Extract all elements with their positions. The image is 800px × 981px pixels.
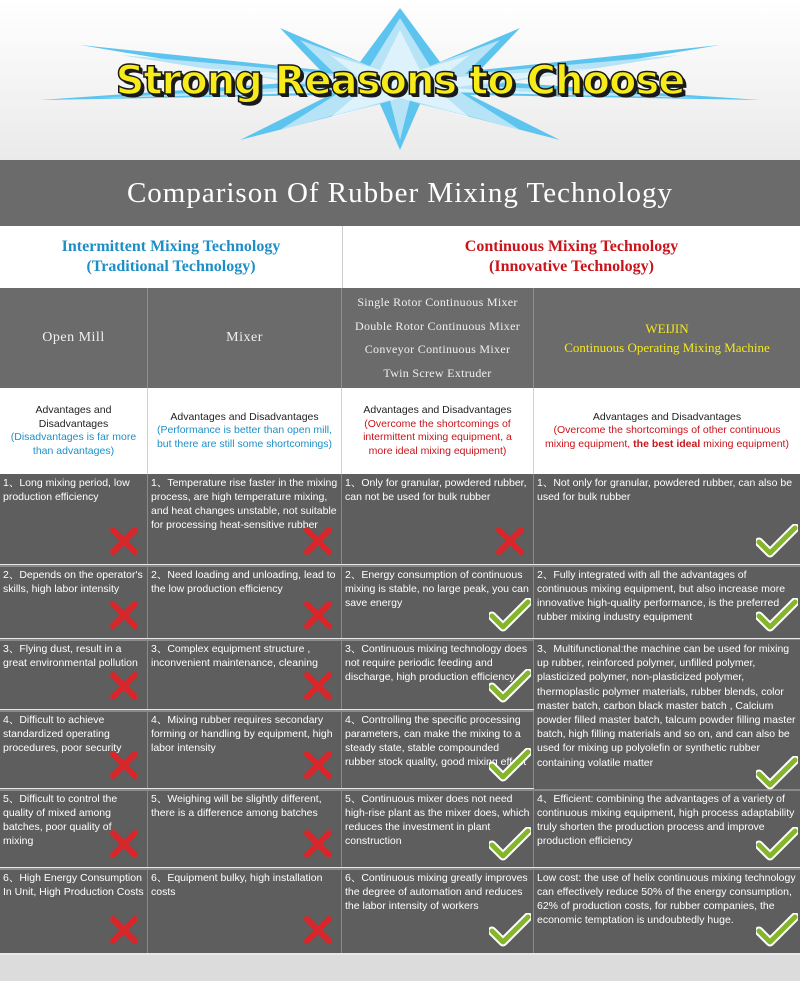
- bottom-bar: [0, 955, 800, 981]
- checkmark-icon: [489, 913, 531, 947]
- adv-continuous: [342, 388, 534, 474]
- adv-note-highlight: the best ideal: [633, 437, 701, 450]
- adv-note: more ideal mixing equipment): [368, 444, 507, 457]
- continuous-technology-subtitle: (Innovative Technology): [489, 258, 654, 275]
- adv-title: Advantages and Disadvantages: [170, 410, 319, 423]
- cross-icon: [109, 915, 139, 945]
- table-cell: [342, 640, 534, 709]
- cell-text: 6、High Energy Consumption In Unit, High Production Costs: [3, 872, 144, 898]
- adv-note: (Overcome the shortcomings of other continuous: [553, 424, 781, 437]
- cross-mark: [109, 750, 139, 784]
- table-cell: [0, 566, 148, 638]
- weijin-multifunctional-cell: 3、Multifunctional:the machine can be used for mixing up rubber, reinforced polymer, unfilled polymer, plasticized polymer, non-plasticized polymer, thermoplastic polymer materials, rubber blends, color master batch, carbon black master batch , Calcium powder filled master batch, talcum powder filling master batch, high filling materials and so on, and can also be used for mixing up polyolefin or synthetic rubber containing volatile matter: [537, 643, 796, 769]
- cell-text: 3、Complex equipment structure , inconvenient maintenance, cleaning: [151, 643, 318, 669]
- type-weijin: [534, 288, 800, 388]
- cell-text: 1、Only for granular, powdered rubber, can not be used for bulk rubber: [345, 477, 527, 503]
- checkmark-icon: [489, 827, 531, 861]
- intermittent-technology-title: Intermittent Mixing Technology: [61, 238, 281, 255]
- table-cell: [148, 566, 342, 638]
- banner-title: Strong Reasons to Choose: [115, 58, 685, 104]
- weijin-brand: WEIJIN: [645, 321, 689, 336]
- banner: [0, 0, 800, 160]
- cross-icon: [303, 915, 333, 945]
- type-continuous-mixers: [342, 288, 534, 388]
- cell-text: 1、Not only for granular, powdered rubber, can also be used for bulk rubber: [537, 477, 793, 503]
- table-cell: [342, 790, 534, 867]
- cross-mark: [303, 750, 333, 784]
- cell-text: 1、Long mixing period, low production efficiency: [3, 477, 130, 503]
- adv-note: but there are still some shortcomings): [156, 437, 333, 450]
- cross-icon: [303, 750, 333, 780]
- row-divider: [0, 868, 800, 870]
- advantages-header-row: [0, 388, 800, 474]
- cell-text: 5、Weighing will be slightly different, there is a difference among batches: [151, 793, 322, 819]
- cross-mark: [303, 915, 333, 949]
- check-mark: [756, 827, 798, 865]
- intermittent-technology-subtitle: (Traditional Technology): [86, 258, 256, 275]
- table-cell: [342, 474, 534, 564]
- adv-note: (Disadvantages is far more: [10, 431, 137, 443]
- table-cell: [0, 869, 148, 953]
- check-mark: [489, 748, 531, 786]
- table-cell: [342, 869, 534, 953]
- cell-text: 3、Continuous mixing technology does not require periodic feeding and discharge, high production efficiency: [345, 643, 528, 683]
- checkmark-icon: [489, 748, 531, 782]
- table-cell: [0, 790, 148, 867]
- check-mark: [756, 524, 798, 562]
- adv-mixer: [148, 388, 342, 474]
- cross-mark: [109, 600, 139, 634]
- adv-title: Advantages and Disadvantages: [592, 410, 742, 423]
- checkmark-icon: [756, 913, 798, 947]
- table-row: [0, 474, 800, 564]
- cross-mark: [109, 526, 139, 560]
- adv-weijin: [534, 388, 800, 474]
- table-cell: [534, 790, 800, 867]
- table-cell: [148, 640, 342, 709]
- intermittent-technology-header: [0, 226, 342, 288]
- cell-text: Low cost: the use of helix continuous mixing technology can effectively reduce 50% of the energy consumption, 62% of production costs, for rubber companies, the economic temptation is undoubtedly huge.: [537, 872, 796, 926]
- table-cell: [534, 474, 800, 564]
- checkmark-icon: [756, 756, 798, 790]
- cross-icon: [495, 526, 525, 556]
- check-mark: [489, 913, 531, 951]
- cell-text: 4、Difficult to achieve standardized operating procedures, poor security: [3, 714, 122, 754]
- cell-text: 4、Efficient: combining the advantages of a variety of continuous mixing equipment, high process adaptability truly shorten the production process and improve production efficiency: [537, 793, 795, 847]
- cross-mark: [303, 600, 333, 634]
- cross-icon: [303, 829, 333, 859]
- table-cell: [148, 711, 342, 788]
- adv-title: Advantages and Disadvantages: [363, 404, 512, 416]
- equipment-type-row: [0, 288, 800, 388]
- cross-icon: [303, 671, 333, 701]
- table-row: [0, 566, 800, 638]
- table-row: [0, 790, 800, 867]
- cross-icon: [303, 526, 333, 556]
- cell-text: 6、Continuous mixing greatly improves the degree of automation and reduces the labor intensity of workers: [345, 872, 528, 912]
- cross-mark: [303, 671, 333, 705]
- checkmark-icon: [756, 827, 798, 861]
- cross-icon: [109, 600, 139, 630]
- type-twin-screw: Twin Screw Extruder: [383, 365, 492, 380]
- cross-mark: [303, 829, 333, 863]
- check-mark: [756, 913, 798, 951]
- adv-note-part: mixing equipment,: [545, 437, 634, 450]
- cross-mark: [109, 829, 139, 863]
- type-open-mill: Open Mill: [0, 288, 148, 388]
- cell-text: 4、Controlling the specific processing parameters, can make the mixing to a steady state, stable compounded rubber stock quality, good mixing effect: [345, 714, 527, 768]
- cross-mark: [109, 915, 139, 949]
- cell-text: 5、Continuous mixer does not need high-rise plant as the mixer does, which reduces the investment in plant construction: [345, 793, 530, 847]
- table-cell: [342, 566, 534, 638]
- table-cell: [148, 474, 342, 564]
- cross-mark: [303, 526, 333, 560]
- check-mark: [756, 598, 798, 636]
- table-row: [0, 869, 800, 953]
- adv-note: intermittent mixing equipment, a: [363, 431, 512, 443]
- adv-title: Advantages and: [35, 404, 112, 416]
- checkmark-icon: [756, 524, 798, 558]
- check-mark: [489, 598, 531, 636]
- continuous-technology-title: Continuous Mixing Technology: [464, 238, 679, 255]
- cell-text: 2、Depends on the operator's skills, high labor intensity: [3, 569, 143, 595]
- adv-open-mill: [0, 388, 148, 474]
- table-cell: [148, 869, 342, 953]
- cross-icon: [109, 750, 139, 780]
- adv-note: (Overcome the shortcomings of: [364, 417, 511, 430]
- checkmark-icon: [756, 598, 798, 632]
- row-divider: [0, 565, 800, 567]
- type-conveyor: Conveyor Continuous Mixer: [364, 342, 511, 356]
- cell-text: 6、Equipment bulky, high installation costs: [151, 872, 323, 898]
- table-cell: [534, 869, 800, 953]
- table-cell: [534, 566, 800, 638]
- cell-text: 2、Fully integrated with all the advantages of continuous mixing equipment, but also increase more innovative high-quality performance, is the preferred rubber mixing industry equipment: [537, 569, 786, 623]
- check-mark: [489, 827, 531, 865]
- cross-mark: [495, 526, 525, 560]
- cell-text: 3、Flying dust, result in a great environmental pollution: [3, 643, 138, 669]
- adv-note: [545, 438, 789, 452]
- type-double-rotor: Double Rotor Continuous Mixer: [354, 318, 521, 333]
- cell-text: 1、Temperature rise faster in the mixing process, are high temperature mixing, and heat changes unstable, not suitable for processing heat-sensitive rubber: [151, 477, 338, 531]
- cross-mark: [109, 671, 139, 705]
- checkmark-icon: [489, 598, 531, 632]
- weijin-machine-name: Continuous Operating Mixing Machine: [564, 340, 770, 355]
- check-mark: [489, 669, 531, 707]
- check-mark: [756, 756, 798, 795]
- cross-icon: [109, 526, 139, 556]
- adv-title: Disadvantages: [38, 417, 109, 430]
- type-single-rotor: Single Rotor Continuous Mixer: [357, 295, 518, 309]
- table-cell: [342, 711, 534, 788]
- table-cell: [0, 474, 148, 564]
- continuous-technology-header: [342, 226, 800, 288]
- comparison-title: Comparison Of Rubber Mixing Technology: [0, 160, 800, 226]
- checkmark-icon: [489, 669, 531, 703]
- cross-icon: [109, 671, 139, 701]
- table-cell: [0, 711, 148, 788]
- technology-header-row: [0, 226, 800, 288]
- type-mixer: Mixer: [148, 288, 342, 388]
- cell-text: 5、Difficult to control the quality of mixed among batches, poor quality of mixing: [3, 793, 118, 847]
- cell-text: 2、Energy consumption of continuous mixing is stable, no large peak, you can save energy: [345, 569, 529, 609]
- cell-text: 2、Need loading and unloading, lead to the low production efficiency: [151, 569, 336, 595]
- adv-note: than advantages): [32, 444, 115, 457]
- cross-icon: [303, 600, 333, 630]
- cross-icon: [109, 829, 139, 859]
- table-cell: [0, 640, 148, 709]
- adv-note-part: mixing equipment): [700, 437, 789, 450]
- table-cell: [148, 790, 342, 867]
- adv-note: (Performance is better than open mill,: [156, 424, 333, 437]
- cell-text: 4、Mixing rubber requires secondary forming or handling by equipment, high labor intensity: [151, 714, 333, 754]
